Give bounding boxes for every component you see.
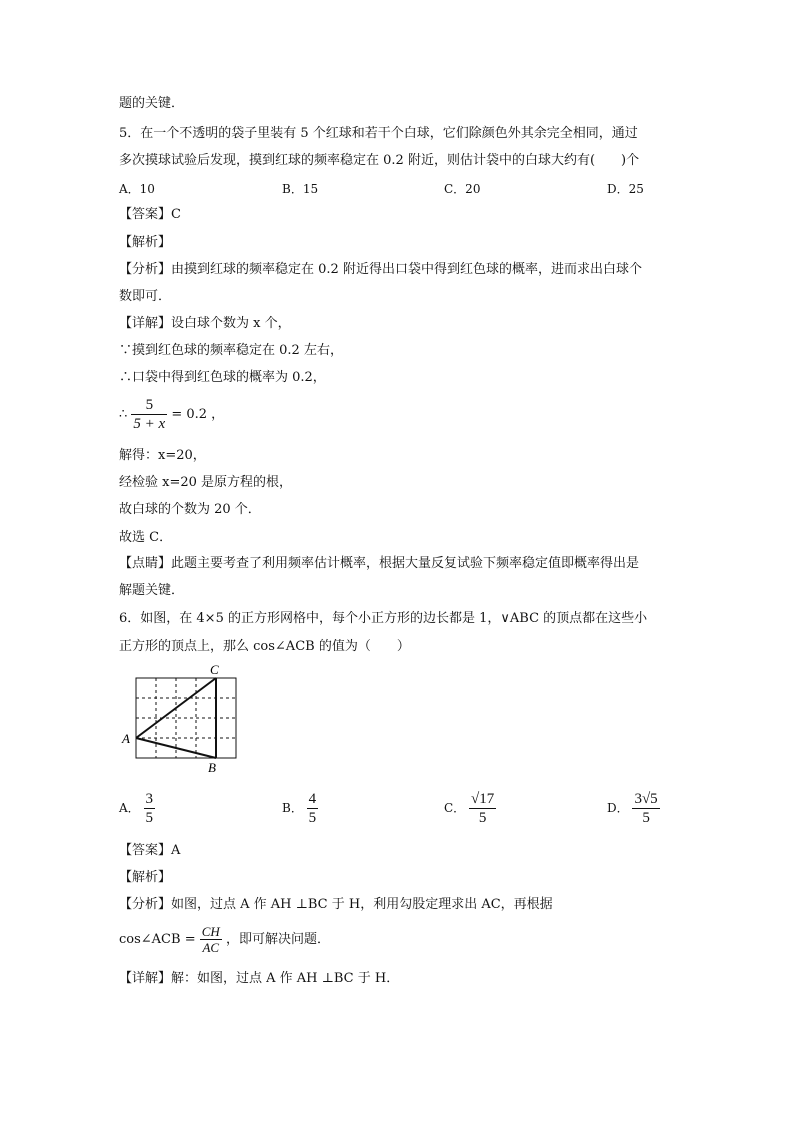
fraction-denominator: 5 xyxy=(308,810,317,826)
label-b: B xyxy=(208,760,216,775)
q5-dianjing-line2: 解题关键． xyxy=(119,583,185,598)
q6-option-c xyxy=(444,790,496,827)
option-letter: D． xyxy=(607,801,629,815)
q5-equation-fraction xyxy=(131,396,167,433)
grid-inner-lines xyxy=(136,678,236,758)
q6-analysis-line2 xyxy=(119,922,330,960)
q5-answer: 【答案】C xyxy=(119,207,181,222)
q6-stem-line1: 6．如图，在 4×5 的正方形网格中，每个小正方形的边长都是 1，∨ABC 的顶点都在这些小 xyxy=(119,611,648,626)
prev-key-line: 题的关键． xyxy=(119,96,185,111)
q5-detail-7: 故白球的个数为 20 个． xyxy=(119,502,261,517)
fraction-numerator: √17 xyxy=(471,791,495,807)
option-letter: A． xyxy=(119,801,140,815)
cos-expression: cos∠ACB = xyxy=(119,932,196,947)
q6-answer: 【答案】A xyxy=(119,843,181,858)
fraction-denominator: 5 xyxy=(145,810,153,826)
q5-detail-5: 解得：x=20， xyxy=(119,448,206,463)
fraction-denominator: AC xyxy=(202,940,220,955)
q5-detail-2: ∵摸到红色球的频率稳定在 0.2 左右， xyxy=(119,343,343,358)
q5-stem-line2: 多次摸球试验后发现，摸到红球的频率稳定在 0.2 附近，则估计袋中的白球大约有( )个 xyxy=(119,153,640,168)
q6-analysis-line1: 【分析】如图，过点 A 作 AH ⊥BC 于 H，利用勾股定理求出 AC，再根据 xyxy=(119,897,553,912)
q6-jiexi-heading: 【解析】 xyxy=(119,870,172,885)
q5-detail-3: ∴口袋中得到红色球的概率为 0.2， xyxy=(119,370,326,385)
q5-jiexi-heading: 【解析】 xyxy=(119,235,172,250)
q5-detail-8: 故选 C． xyxy=(119,530,173,545)
option-fraction xyxy=(144,790,156,827)
therefore-symbol: ∴ xyxy=(119,407,128,422)
fraction-numerator: 3√5 xyxy=(634,791,658,807)
fraction-numerator: 3 xyxy=(145,791,153,807)
q5-option-c: C．20 xyxy=(444,182,481,196)
q5-option-d: D．25 xyxy=(607,182,644,196)
q5-dianjing-line1: 【点睛】此题主要考查了利用频率估计概率，根据大量反复试验下频率稳定值即概率得出是 xyxy=(119,556,640,571)
q6-option-a xyxy=(119,790,155,827)
fraction-numerator: 5 xyxy=(131,396,167,415)
equation-rhs: = 0.2 ， xyxy=(171,407,225,422)
q5-analysis-line2: 数即可． xyxy=(119,289,172,304)
q5-option-b: B．15 xyxy=(282,182,319,196)
fraction-numerator: 4 xyxy=(308,791,317,807)
q6-grid-figure xyxy=(116,660,246,775)
q5-analysis-line1: 【分析】由摸到红球的频率稳定在 0.2 附近得出口袋中得到红色球的概率，进而求出白球个 xyxy=(119,262,642,277)
option-fraction xyxy=(307,790,319,827)
q6-option-d xyxy=(607,790,660,827)
fraction-denominator: 5 + x xyxy=(133,416,166,432)
q5-option-a: A．10 xyxy=(119,182,155,196)
option-letter: B． xyxy=(282,801,303,815)
q6-detail: 【详解】解：如图，过点 A 作 AH ⊥BC 于 H． xyxy=(119,971,400,986)
q5-equation xyxy=(119,396,224,436)
q6-option-b xyxy=(282,790,318,827)
q6-stem-line2: 正方形的顶点上，那么 cos∠ACB 的值为（ ） xyxy=(119,639,410,654)
q5-detail-1: 【详解】设白球个数为 x 个， xyxy=(119,316,291,331)
option-fraction xyxy=(469,790,496,827)
fraction-numerator: CH xyxy=(201,924,220,939)
fraction-denominator: 5 xyxy=(478,810,487,826)
label-c: C xyxy=(210,662,219,677)
cos-fraction xyxy=(200,924,222,955)
label-a: A xyxy=(122,731,130,746)
q5-stem-line1: 5．在一个不透明的袋子里装有 5 个红球和若干个白球，它们除颜色外其余完全相同，通过 xyxy=(119,126,638,141)
q5-detail-6: 经检验 x=20 是原方程的根， xyxy=(119,475,293,490)
fraction-denominator: 5 xyxy=(642,810,650,826)
option-letter: C． xyxy=(444,801,466,815)
option-fraction xyxy=(632,790,659,827)
analysis-tail: ，即可解决问题． xyxy=(225,932,330,947)
